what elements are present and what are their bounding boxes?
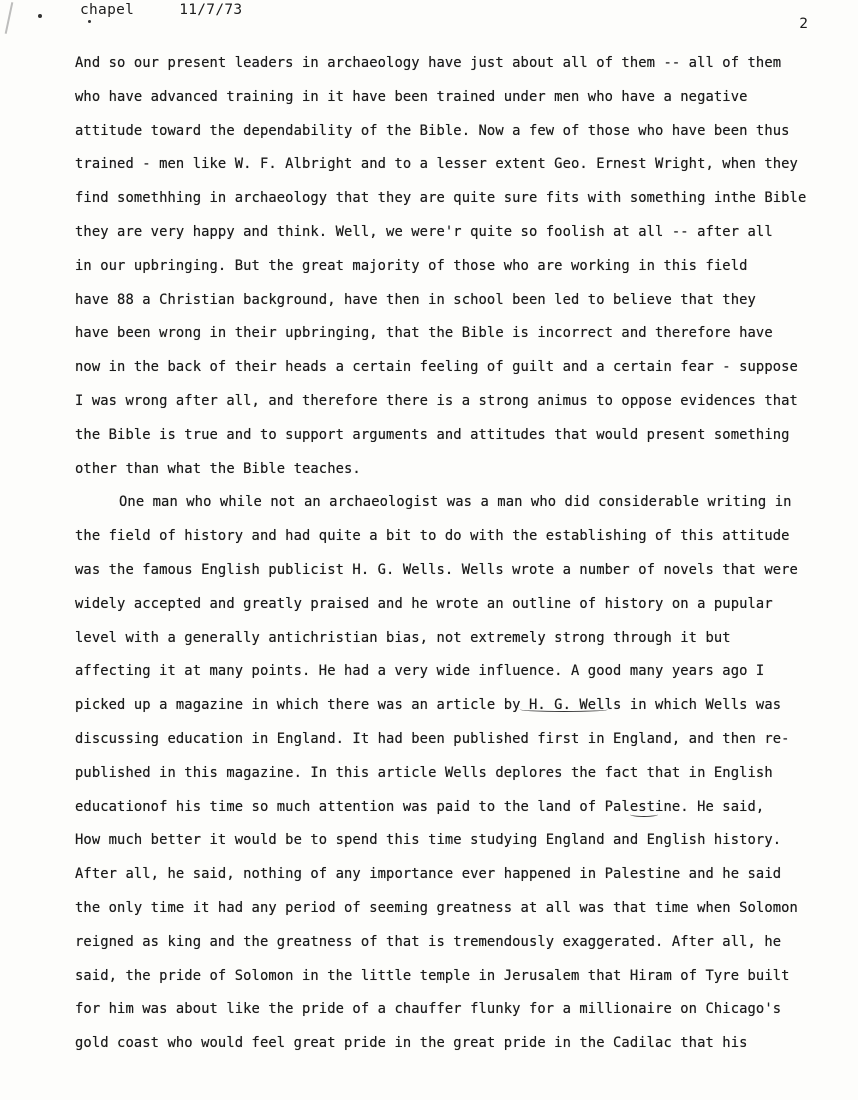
text-line: for him was about like the pride of a chauffer flunky for a millionaire on Chicago's <box>75 1001 782 1018</box>
header-date: 11/7/73 <box>179 2 243 18</box>
text-line: was the famous English publicist H. G. Wells. Wells wrote a number of novels that were <box>75 561 798 578</box>
text-line: discussing education in England. It had been published first in England, and then re- <box>75 730 790 747</box>
text-line: educationof his time so much attention was paid to the land of Palestine. He said, <box>75 798 765 815</box>
text-line: they are very happy and think. Well, we were'r quite so foolish at all -- after all <box>75 223 773 240</box>
text-line: who have advanced training in it have been trained under men who have a negative <box>75 88 748 105</box>
text-line: reigned as king and the greatness of that is tremendously exaggerated. After all, he <box>75 933 782 950</box>
text-line: published in this magazine. In this article Wells deplores the fact that in English <box>75 764 773 781</box>
header-label: chapel <box>80 2 135 18</box>
text-line: in our upbringing. But the great majority of those who are working in this field <box>75 257 748 274</box>
text-line: said, the pride of Solomon in the little temple in Jerusalem that Hiram of Tyre built <box>75 967 790 984</box>
text-line: the field of history and had quite a bit to do with the establishing of this attitude <box>75 528 790 545</box>
text-line: widely accepted and greatly praised and he wrote an outline of history on a pupular <box>75 595 773 612</box>
text-line: trained - men like W. F. Albright and to a lesser extent Geo. Ernest Wright, when they <box>75 156 798 173</box>
text-line: level with a generally antichristian bias, not extremely strong through it but <box>75 629 731 646</box>
text-line: I was wrong after all, and therefore there is a strong animus to oppose evidences that <box>75 392 798 409</box>
text-line: have 88 a Christian background, have then in school been led to believe that they <box>75 291 756 308</box>
pen-underline-mark <box>520 707 608 712</box>
text-line: affecting it at many points. He had a very wide influence. A good many years ago I <box>75 663 765 680</box>
body-text <box>75 47 805 1061</box>
text-line: One man who while not an archaeologist was a man who did considerable writing in <box>119 494 792 511</box>
document-header <box>80 2 242 18</box>
text-line: the Bible is true and to support arguments and attitudes that would present something <box>75 426 790 443</box>
text-line: attitude toward the dependability of the Bible. Now a few of those who have been thus <box>75 122 790 139</box>
text-line: have been wrong in their upbringing, that the Bible is incorrect and therefore have <box>75 325 773 342</box>
text-line: And so our present leaders in archaeology have just about all of them -- all of them <box>75 55 782 71</box>
text-line: now in the back of their heads a certain feeling of guilt and a certain fear - suppose <box>75 359 798 376</box>
text-line: gold coast who would feel great pride in the great pride in the Cadilac that his <box>75 1035 748 1052</box>
text-line: picked up a magazine in which there was an article by H. G. Wells in which Wells was <box>75 697 782 714</box>
text-line: the only time it had any period of seeming greatness at all was that time when Solomon <box>75 899 798 916</box>
text-line: How much better it would be to spend this time studying England and English history. <box>75 832 782 849</box>
text-line: After all, he said, nothing of any importance ever happened in Palestine and he said <box>75 866 782 883</box>
ink-dot <box>88 20 91 23</box>
text-line: other than what the Bible teaches. <box>75 460 361 477</box>
page-number: 2 <box>799 16 808 32</box>
ink-dot <box>38 14 42 18</box>
pen-underline-mark <box>630 812 658 817</box>
margin-pencil-mark <box>5 2 14 34</box>
text-line: find somethhing in archaeology that they are quite sure fits with something inthe Bible <box>75 190 807 207</box>
